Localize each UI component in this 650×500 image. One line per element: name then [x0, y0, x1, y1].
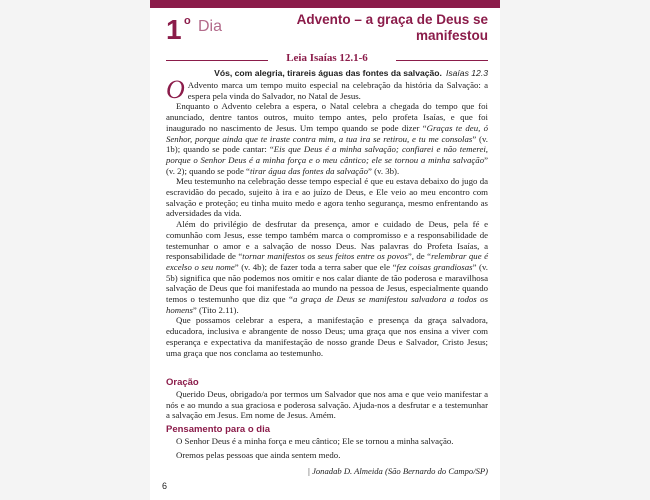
- day-label: Dia: [198, 18, 223, 35]
- paragraph: Além do privilégio de desfrutar da presença, amor e cuidado de Deus, pela fé e comunhão com Jesus, esse tempo também marca o compromisso e a responsabilidade de testemunhar o amor e a salvação de nosso Deus. Nas palavras do Profeta Isaías, a responsabilidade de “tornar manifestos os seus feitos entre os povos”, de “relembrar que é excelso o seu nome” (v. 4b); de fazer toda a terra saber que ele “fez coisas grandiosas” (v. 5b) significa que não podemos nos omitir e nos calar diante de tão poderosa e maravilhosa salvação de Deus que foi manifestada ao mundo na pessoa de Jesus, especialmente quando temos o testemunho que diz que “a graça de Deus se manifestou salvadora a todos os homens” (Tito 2.11).: [166, 219, 488, 315]
- paragraph: Que possamos celebrar a espera, a manifestação e presença da graça salvadora, educadora, inclusiva e abrangente de nosso Deus; uma graça que nos ensina a viver com esperança e expectativa da manifestação de nosso grande Deus e Salvador, Cristo Jesus; uma graça que nos conclama ao testemunho.: [166, 315, 488, 358]
- reading-row: [166, 52, 488, 68]
- prayer-heading: Oração: [166, 377, 199, 388]
- verse-reference: Isaías 12.3: [445, 68, 488, 78]
- drop-cap: O: [166, 75, 185, 104]
- author-signature: | Jonadab D. Almeida (São Bernardo do Campo/SP): [307, 466, 488, 476]
- page-header: [166, 12, 488, 54]
- reading-label: Leia Isaías 12.1-6: [286, 52, 368, 64]
- prayer-text: Querido Deus, obrigado/a por termos um Salvador que nos ama e que veio manifestar a nós e ao mundo a sua graciosa e poderosa salvação. Ajuda-nos a desfrutar e a testemunhar a salvação em Jesus. Em nome de Jesus. Amém.: [166, 389, 488, 421]
- title-line-1: Advento – a graça de Deus se: [296, 12, 488, 27]
- top-color-bar: [150, 0, 500, 8]
- thought-line-1: O Senhor Deus é a minha força e meu cântico; Ele se tornou a minha salvação.: [176, 436, 454, 446]
- paragraph: O Advento marca um tempo muito especial na celebração da história da Salvação: a espera pela vinda do Salvador, no Natal de Jesus.: [166, 75, 488, 104]
- title-line-2: manifestou: [415, 28, 488, 43]
- thought-line-2: Oremos pelas pessoas que ainda sentem medo.: [176, 449, 341, 460]
- key-verse: [166, 68, 488, 78]
- thought-heading: Pensamento para o dia: [166, 424, 271, 435]
- devotional-body: [166, 75, 489, 358]
- page-title: [268, 12, 488, 44]
- page-number: 6: [162, 481, 168, 491]
- paragraph: Meu testemunho na celebração desse tempo especial é que eu estava debaixo do jugo da escravidão do pecado, sujeito à ira e ao juízo de Deus, e Ele veio ao meu encontro com salvação e proteção; eu tinha muito medo e agora tenho segurança, mesmo enfrentando as adversidades da vida.: [166, 176, 488, 219]
- day-number: 1: [166, 14, 182, 45]
- day-ordinal: o: [184, 15, 191, 27]
- verse-text: Vós, com alegria, tirareis águas das fontes da salvação.: [214, 68, 442, 78]
- devotional-page: [150, 0, 500, 500]
- thought-text: [166, 436, 488, 460]
- paragraph: Enquanto o Advento celebra a espera, o Natal celebra a chegada do tempo que foi anunciado, dentre tantos outros, muito tempo antes, pelo profeta Isaías, e que foi inaugurado no nascimento de Jesus. Um tempo quando se pode dizer “Graças te deu, ó Senhor, porque ainda que te iraste contra mim, a tua ira se retirou, e tu me consolas” (v. 1b); quando se pode cantar: “Eis que Deus é a minha salvação; confiarei e não temerei, porque o Senhor Deus é a minha força e o meu cântico; ele se tornou a minha salvação” (v. 2); quando se pode “tirar água das fontes da salvação” (v. 3b).: [166, 101, 489, 176]
- divider-right: [396, 60, 488, 61]
